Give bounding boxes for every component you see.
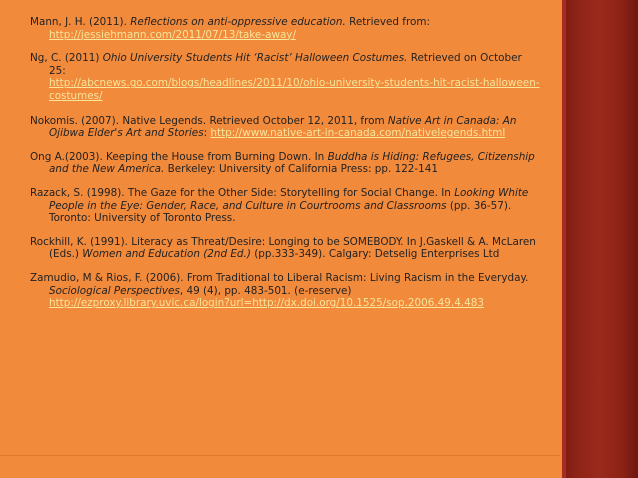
reference-author: Razack, S. (1998). The Gaze for the Other Side: Storytelling for Social Change. In — [30, 186, 455, 199]
reference-link[interactable]: http://www.native-art-in-canada.com/nativelegends.html — [210, 127, 506, 140]
reference-author: Ng, C. (2011) — [30, 52, 103, 65]
reference-title: Looking White People in the Eye: Gender, Race, and Culture in Courtrooms and Classrooms — [49, 186, 529, 212]
reference-author: Ong A.(2003). Keeping the House from Burning Down. In — [30, 150, 328, 163]
reference-author: Nokomis. (2007). Native Legends. Retrieved October 12, 2011, from — [30, 114, 388, 127]
reference-nokomis — [30, 115, 540, 140]
reference-razack — [30, 187, 540, 225]
reference-details: Berkeley: University of California Press: pp. 122-141 — [164, 163, 438, 176]
reference-link[interactable]: http://ezproxy.library.uvic.ca/login?url=http://dx.doi.org/10.1525/sop.2006.49.4.483 — [49, 297, 484, 310]
reference-title: Ohio University Students Hit ‘Racist’ Halloween Costumes. — [102, 52, 408, 65]
reference-ng — [30, 52, 540, 102]
reference-link[interactable]: http://abcnews.go.com/blogs/headlines/2011/10/ohio-university-students-hit-racist-halloween-costumes/ — [49, 77, 540, 102]
reference-author: Rockhill, K. (1991). Literacy as Threat/Desire: Longing to be SOMEBODY. In J.Gaskell & A. McLaren (Eds.) — [30, 235, 536, 261]
reference-details: Retrieved on October 25: — [49, 52, 522, 77]
reference-link[interactable]: http://jessiehmann.com/2011/07/13/take-away/ — [49, 28, 296, 41]
reference-title: Sociological Perspectives — [49, 284, 180, 297]
reference-ong — [30, 151, 540, 176]
reference-title: Native Art in Canada: An Ojibwa Elder's Art and Stories — [49, 114, 517, 140]
bottom-divider — [0, 455, 560, 456]
reference-rockhill — [30, 236, 540, 261]
reference-title: Reflections on anti-oppressive education. — [130, 16, 346, 28]
reference-author: Zamudio, M & Rios, F. (2006). From Traditional to Liberal Racism: Living Racism in the Everyday. — [30, 271, 529, 284]
reference-details: (pp. 36-57). Toronto: University of Toronto Press. — [49, 199, 512, 225]
reference-author: Mann, J. H. (2011). — [30, 16, 131, 28]
reference-details: , 49 (4), pp. 483-501. (e-reserve) — [179, 284, 352, 297]
reference-zamudio — [30, 272, 540, 310]
references-list — [30, 16, 540, 321]
reference-mann — [30, 16, 540, 41]
reference-title: Women and Education (2nd Ed.) — [82, 248, 251, 261]
accent-sidebar — [562, 0, 638, 478]
reference-title: Buddha is Hiding: Refugees, Citizenship and the New America. — [49, 150, 535, 176]
reference-details: Retrieved from: — [345, 16, 430, 28]
reference-details: (pp.333-349). Calgary: Detselig Enterprises Ltd — [250, 248, 500, 261]
reference-details: : — [203, 127, 211, 140]
